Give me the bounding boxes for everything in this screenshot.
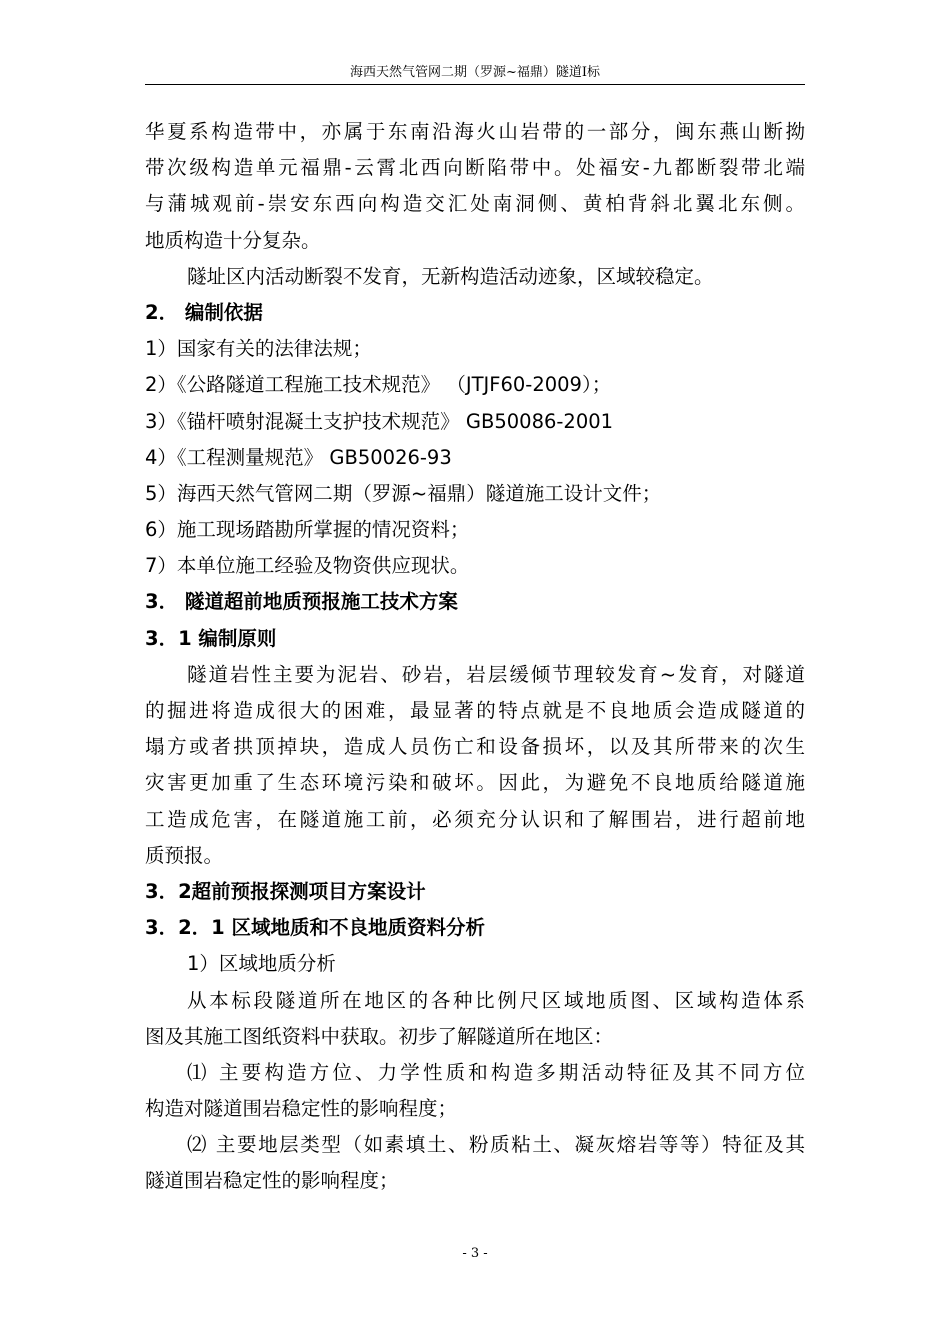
- paragraph-line: 带次级构造单元福鼎-云霄北西向断陷带中。处福安-九都断裂带北端: [145, 156, 805, 180]
- reference-item: 2）《公路隧道工程施工技术规范》 （JTJF60-2009）；: [145, 373, 612, 397]
- section-heading-2: 2． 编制依据: [145, 300, 263, 324]
- paragraph-line: 灾害更加重了生态环境污染和破坏。因此，为避免不良地质给隧道施: [145, 771, 805, 795]
- paragraph-line: 从本标段隧道所在地区的各种比例尺区域地质图、区域构造体系: [187, 988, 805, 1012]
- paragraph-line: 工造成危害，在隧道施工前，必须充分认识和了解围岩，进行超前地: [145, 807, 805, 831]
- header-divider: [145, 84, 805, 85]
- paragraph-line: 地质构造十分复杂。: [145, 228, 321, 252]
- list-item-line: 构造对隧道围岩稳定性的影响程度；: [145, 1097, 458, 1121]
- paragraph-line: 图及其施工图纸资料中获取。初步了解隧道所在地区：: [145, 1024, 614, 1048]
- paragraph-line: 的掘进将造成很大的困难，最显著的特点就是不良地质会造成隧道的: [145, 699, 805, 722]
- list-item-line: ⑵ 主要地层类型（如素填土、粉质粘土、凝灰熔岩等等）特征及其: [187, 1133, 805, 1157]
- paragraph-line: 质预报。: [145, 843, 224, 867]
- subheading: 1）区域地质分析: [187, 952, 336, 976]
- page-header: 海西天然气管网二期（罗源~福鼎）隧道Ⅰ标: [349, 65, 601, 80]
- list-item-line: ⑴ 主要构造方位、力学性质和构造多期活动特征及其不同方位: [187, 1060, 805, 1084]
- list-item-line: 隧道围岩稳定性的影响程度；: [145, 1169, 399, 1193]
- paragraph-line: 华夏系构造带中，亦属于东南沿海火山岩带的一部分，闽东燕山断拗: [145, 120, 805, 143]
- reference-item: 6）施工现场踏勘所掌握的情况资料；: [145, 518, 470, 542]
- section-heading-3-2: 3．2超前预报探测项目方案设计: [145, 879, 426, 903]
- paragraph-line: 隧道岩性主要为泥岩、砂岩，岩层缓倾节理较发育~发育，对隧道: [187, 662, 805, 686]
- section-heading-3-1: 3．1 编制原则: [145, 626, 277, 650]
- reference-item: 1）国家有关的法律法规；: [145, 337, 372, 361]
- section-heading-3-2-1: 3．2．1 区域地质和不良地质资料分析: [145, 916, 485, 940]
- reference-item: 3）《锚杆喷射混凝土支护技术规范》 GB50086-2001: [145, 409, 614, 433]
- paragraph-line: 隧址区内活动断裂不发育，无新构造活动迹象，区域较稳定。: [187, 264, 714, 288]
- page-content: [145, 114, 805, 1200]
- paragraph-line: 塌方或者拱顶掉块，造成人员伤亡和设备损坏，以及其所带来的次生: [145, 735, 805, 759]
- page-number: - 3 -: [462, 1246, 488, 1261]
- reference-item: 4）《工程测量规范》 GB50026-93: [145, 445, 452, 469]
- reference-item: 5）海西天然气管网二期（罗源~福鼎）隧道施工设计文件；: [145, 481, 662, 505]
- reference-item: 7）本单位施工经验及物资供应现状。: [145, 554, 470, 578]
- paragraph-line: 与蒲城观前-崇安东西向构造交汇处南洞侧、黄柏背斜北翼北东侧。: [145, 192, 805, 216]
- section-heading-3: 3． 隧道超前地质预报施工技术方案: [145, 590, 458, 614]
